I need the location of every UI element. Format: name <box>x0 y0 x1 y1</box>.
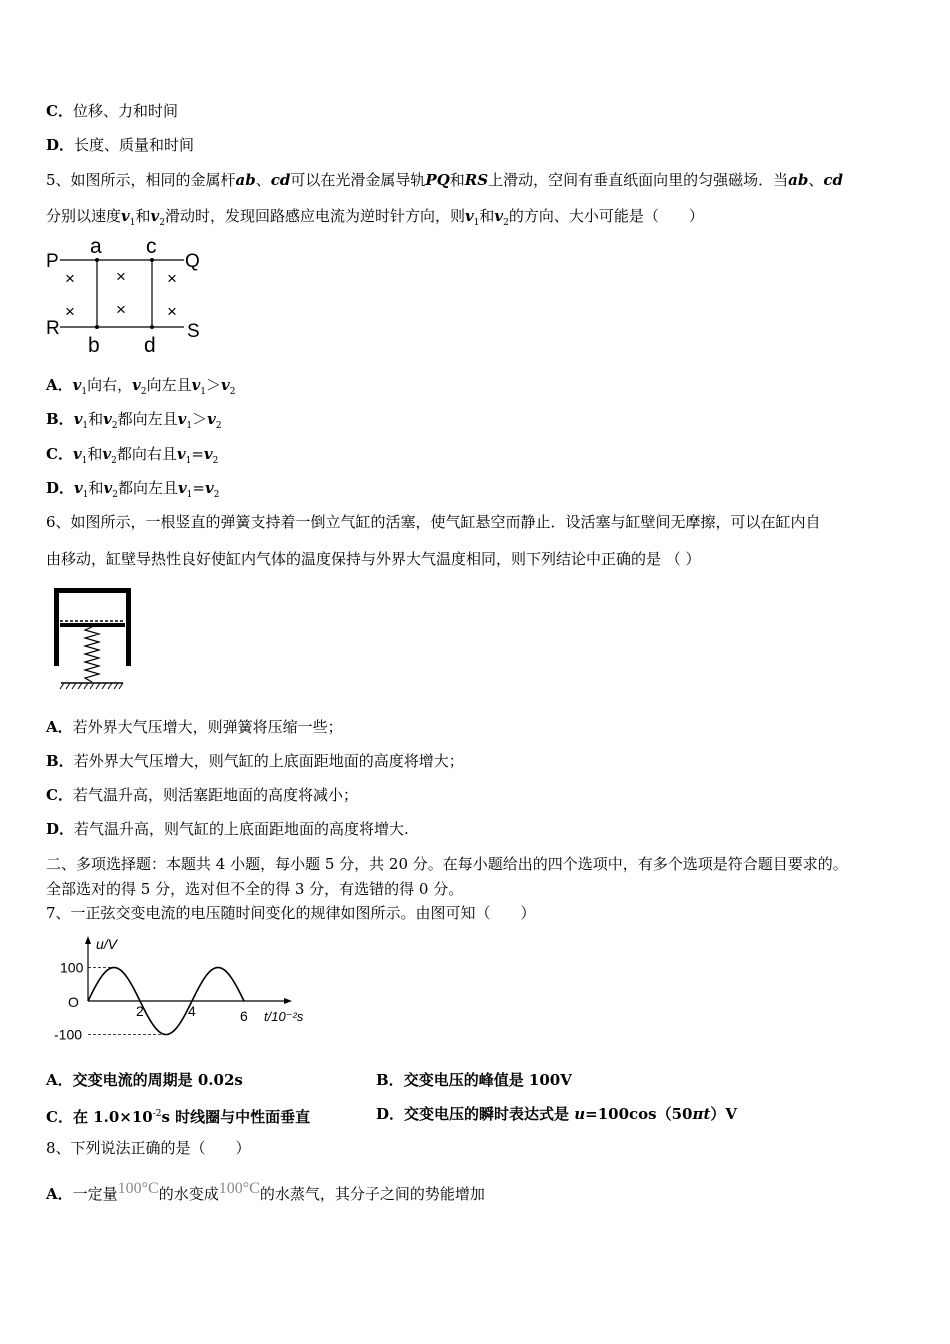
q6-option-c: C．若气温升高，则活塞距地面的高度将减小； <box>46 786 358 804</box>
section2-instructions-line1: 二、多项选择题：本题共 4 小题，每小题 5 分，共 20 分。在每小题给出的四个选项中，有多个选项是符合题目要求的。 <box>46 855 848 873</box>
q6-stem-line2: 由移动，缸壁导热性良好使缸内气体的温度保持与外界大气温度相同，则下列结论中正确的是 （ ） <box>46 550 701 568</box>
x-axis-label: t/10⁻²s <box>264 1009 304 1024</box>
q7-stem: 7、一正弦交变电流的电压随时间变化的规律如图所示。由图可知（ ） <box>46 904 536 922</box>
x-tick-label-6: 6 <box>240 1008 248 1024</box>
q6-option-d: D．若气温升高，则气缸的上底面距地面的高度将增大. <box>46 820 409 838</box>
y-tick-label-neg100: -100 <box>54 1026 83 1043</box>
label-p: P <box>46 251 59 272</box>
label-b: b <box>88 334 100 357</box>
q4-option-c: C．位移、力和时间 <box>46 102 178 120</box>
q7-option-d: D．交变电压的瞬时表达式是 u=100cos（50πt）V <box>376 1105 738 1123</box>
q5-rails-figure <box>44 234 214 359</box>
q6-option-a: A．若外界大气压增大，则弹簧将压缩一些； <box>46 718 343 736</box>
svg-text:×: × <box>116 300 126 319</box>
q7-option-b: B．交变电压的峰值是 100V <box>376 1071 572 1089</box>
y-tick-label-100: 100 <box>60 959 84 976</box>
x-tick-label-2: 2 <box>136 1003 144 1019</box>
origin-label: O <box>68 994 79 1010</box>
section2-instructions-line2: 全部选对的得 5 分，选对但不全的得 3 分，有选错的得 0 分。 <box>46 880 464 898</box>
q5-option-d: D．$v_1$和$v_2$都向左且$v_1=v_2$ <box>46 479 220 500</box>
x-tick-label-4: 4 <box>188 1003 196 1019</box>
label-a: a <box>90 235 102 258</box>
y-axis-label: u/V <box>96 936 118 952</box>
q6-option-b: B．若外界大气压增大，则气缸的上底面距地面的高度将增大； <box>46 752 464 770</box>
q7-sine-chart <box>52 933 314 1051</box>
svg-text:×: × <box>167 302 177 321</box>
label-c: c <box>146 235 157 258</box>
q8-stem: 8、下列说法正确的是（ ） <box>46 1139 251 1157</box>
label-q: Q <box>185 251 200 272</box>
q5-option-c: C．$v_1$和$v_2$都向右且$v_1=v_2$ <box>46 445 219 466</box>
x-axis-arrow <box>284 998 292 1004</box>
q6-stem-line1: 6、如图所示，一根竖直的弹簧支持着一倒立气缸的活塞，使气缸悬空而静止．设活塞与缸壁间无摩擦，可以在缸内自 <box>46 513 821 531</box>
q4-option-d: D．长度、质量和时间 <box>46 136 195 154</box>
y-axis-arrow <box>85 936 91 944</box>
label-r: R <box>46 318 60 339</box>
svg-text:×: × <box>65 269 75 288</box>
svg-text:×: × <box>116 267 126 286</box>
q7-option-c: C．在 $1.0\times 10^{-2}s$ 时线圈与中性面垂直 <box>46 1108 311 1126</box>
q8-option-a: A．一定量100°C的水变成100°C的水蒸气，其分子之间的势能增加 <box>46 1180 485 1203</box>
label-s: S <box>187 321 200 342</box>
label-d: d <box>144 334 156 357</box>
svg-text:×: × <box>167 269 177 288</box>
q5-option-a: A．$v_1$向右，$v_2$向左且$v_1>v_2$ <box>46 376 236 397</box>
q5-stem-line2: 分别以速度$v_1$和$v_2$滑动时，发现回路感应电流为逆时针方向，则$v_1$和$v_2$的方向、大小可能是（ ） <box>46 207 704 228</box>
q5-option-b: B．$v_1$和$v_2$都向左且$v_1>v_2$ <box>46 410 222 431</box>
q7-option-a: A．交变电流的周期是 0.02s <box>46 1071 243 1089</box>
q5-stem-line1: 5、如图所示，相同的金属杆ab、cd可以在光滑金属导轨PQ和RS上滑动，空间有垂直纸面向里的匀强磁场．当ab、cd <box>46 171 843 189</box>
q6-cylinder-figure <box>52 586 136 694</box>
svg-text:×: × <box>65 302 75 321</box>
